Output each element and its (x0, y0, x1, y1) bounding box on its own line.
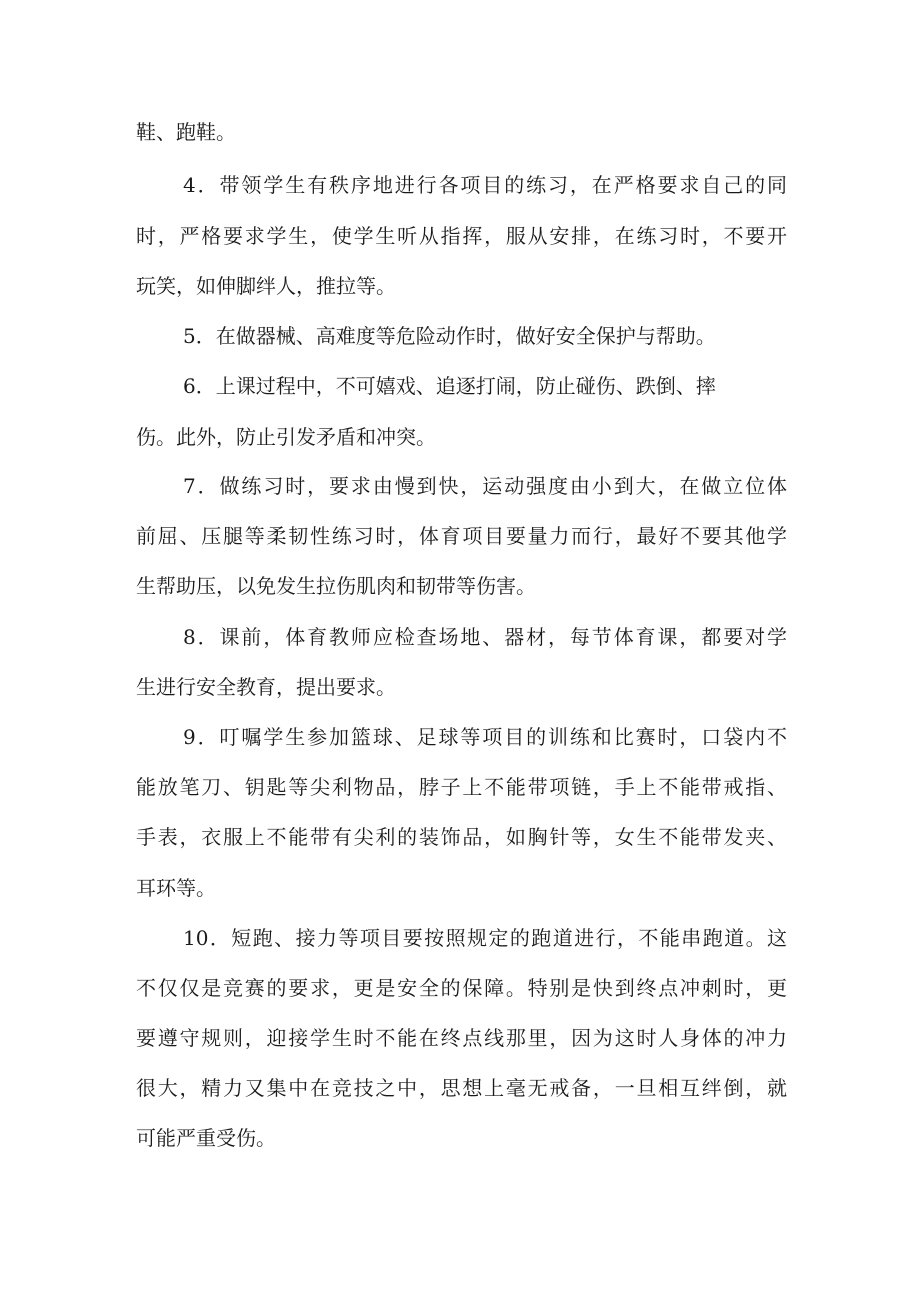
paragraph-9-line-4: 耳环等。 (136, 876, 216, 900)
paragraph-6-line-1: 6．上课过程中，不可嬉戏、追逐打闹，防止碰伤、跌倒、摔 (183, 374, 716, 398)
paragraph-7-line-3: 生帮助压，以免发生拉伤肌肉和韧带等伤害。 (136, 574, 536, 598)
paragraph-10-line-1: 10．短跑、接力等项目要按照规定的跑道进行，不能串跑道。这 (183, 926, 787, 950)
paragraph-5-line-1: 5．在做器械、高难度等危险动作时，做好安全保护与帮助。 (183, 324, 716, 348)
paragraph-6-line-2: 伤。此外，防止引发矛盾和冲突。 (136, 425, 436, 449)
paragraph-3-line-1: 鞋、跑鞋。 (136, 120, 236, 144)
paragraph-4-line-1: 4．带领学生有秩序地进行各项目的练习，在严格要求自己的同 (183, 173, 787, 197)
paragraph-8-line-2: 生进行安全教育，提出要求。 (136, 675, 396, 699)
paragraph-8-line-1: 8．课前，体育教师应检查场地、器材，每节体育课，都要对学 (183, 625, 787, 649)
paragraph-4-line-2: 时，严格要求学生，使学生听从指挥，服从安排，在练习时，不要开 (136, 224, 787, 248)
paragraph-10-line-4: 很大，精力又集中在竞技之中，思想上毫无戒备，一旦相互绊倒，就 (136, 1076, 787, 1100)
paragraph-7-line-2: 前屈、压腿等柔韧性练习时，体育项目要量力而行，最好不要其他学 (136, 524, 787, 548)
paragraph-4-line-3: 玩笑，如伸脚绊人，推拉等。 (136, 274, 396, 298)
paragraph-9-line-1: 9．叮嘱学生参加篮球、足球等项目的训练和比赛时，口袋内不 (183, 725, 787, 749)
paragraph-10-line-5: 可能严重受伤。 (136, 1126, 276, 1150)
paragraph-9-line-3: 手表，衣服上不能带有尖利的装饰品，如胸针等，女生不能带发夹、 (136, 825, 787, 849)
paragraph-9-line-2: 能放笔刀、钥匙等尖利物品，脖子上不能带项链，手上不能带戒指、 (136, 775, 787, 799)
paragraph-10-line-2: 不仅仅是竞赛的要求，更是安全的保障。特别是快到终点冲刺时，更 (136, 976, 787, 1000)
paragraph-7-line-1: 7．做练习时，要求由慢到快，运动强度由小到大，在做立位体 (183, 474, 787, 498)
paragraph-10-line-3: 要遵守规则，迎接学生时不能在终点线那里，因为这时人身体的冲力 (136, 1026, 787, 1050)
